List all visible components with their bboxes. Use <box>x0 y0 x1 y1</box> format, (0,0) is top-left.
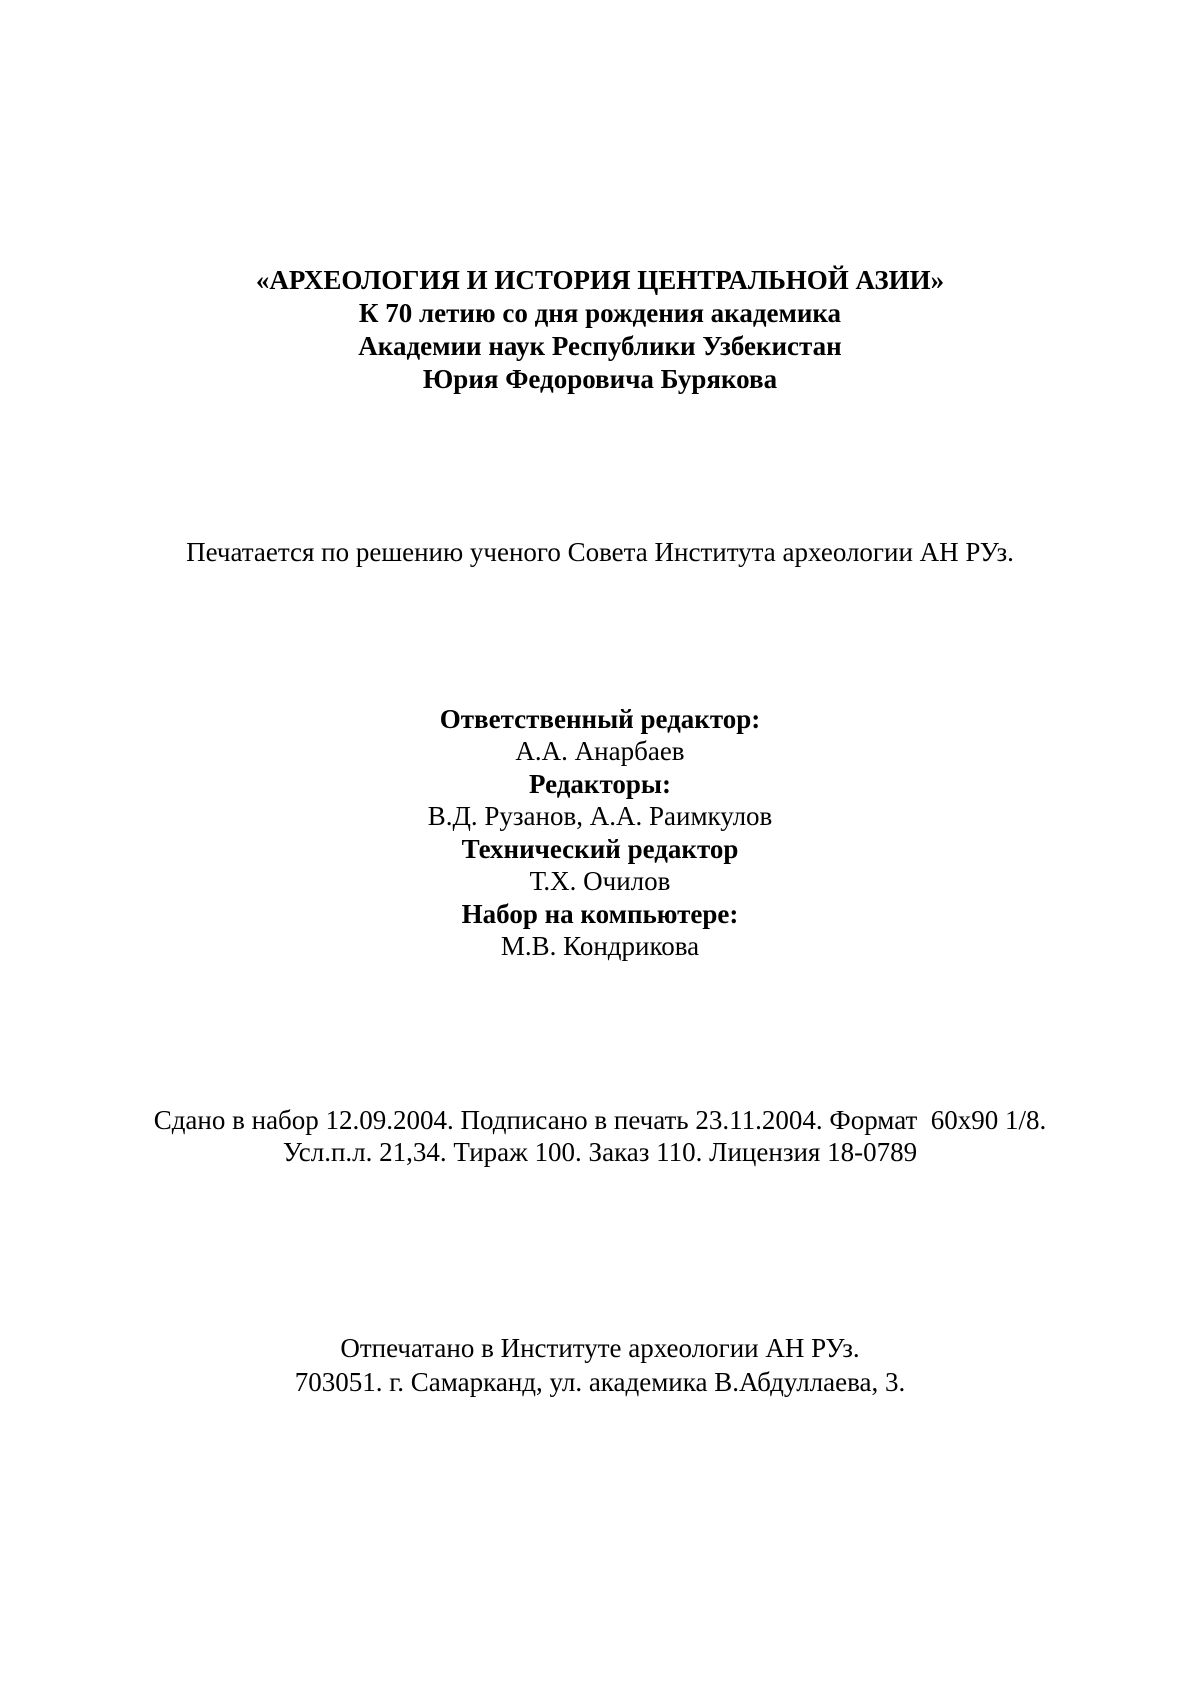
book-title: «АРХЕОЛОГИЯ И ИСТОРИЯ ЦЕНТРАЛЬНОЙ АЗИИ» <box>255 265 945 295</box>
technical-editor-label: Технический редактор <box>461 834 739 864</box>
imprint-line-1: Сдано в набор 12.09.2004. Подписано в печать 23.11.2004. Формат 60x90 1/8. <box>153 1105 1047 1135</box>
responsible-editor-label: Ответственный редактор: <box>439 704 761 734</box>
editors-names: В.Д. Рузанов, А.А. Раимкулов <box>427 801 773 831</box>
editors-label: Редакторы: <box>529 769 671 799</box>
technical-editor-name: Т.Х. Очилов <box>529 866 671 896</box>
dedication-line-3: Юрия Федоровича Бурякова <box>422 364 778 394</box>
approval-note: Печатается по решению ученого Совета Института археологии АН РУз. <box>186 537 1014 567</box>
responsible-editor-name: А.А. Анарбаев <box>515 736 685 766</box>
printer-address: 703051. г. Самарканд, ул. академика В.Абдуллаева, 3. <box>294 1367 906 1397</box>
typesetting-label: Набор на компьютере: <box>461 899 739 929</box>
imprint-line-2: Усл.п.л. 21,34. Тираж 100. Заказ 110. Лицензия 18-0789 <box>282 1137 918 1167</box>
typesetting-name: М.В. Кондрикова <box>500 931 700 961</box>
dedication-line-1: К 70 летию со дня рождения академика <box>358 298 842 328</box>
printer-line-1: Отпечатано в Институте археологии АН РУз. <box>340 1333 860 1363</box>
dedication-line-2: Академии наук Республики Узбекистан <box>358 331 842 361</box>
